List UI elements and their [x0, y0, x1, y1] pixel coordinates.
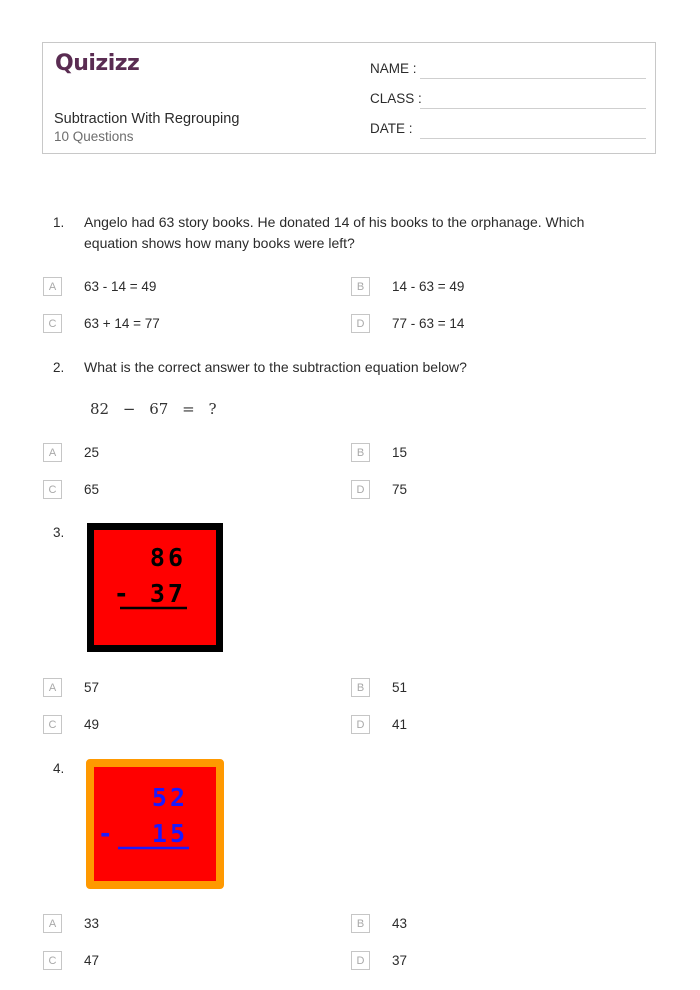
- option-text: 75: [392, 482, 408, 497]
- option-letter-box[interactable]: D: [351, 715, 370, 734]
- option-text: 43: [392, 916, 408, 931]
- option-text: 65: [84, 482, 100, 497]
- option-text: 49: [84, 717, 100, 732]
- option-text: 14 - 63 = 49: [392, 279, 465, 294]
- option-text: 33: [84, 916, 100, 931]
- question-text: Angelo had 63 story books. He donated 14 of his books to the orphanage. Which equation shows how many books were left?: [84, 214, 585, 251]
- date-label: DATE :: [370, 121, 413, 136]
- question-number: 1.: [53, 215, 65, 230]
- option-letter-box[interactable]: B: [351, 914, 370, 933]
- option-text: 51: [392, 680, 408, 695]
- question-text: What is the correct answer to the subtraction equation below?: [84, 359, 467, 375]
- option-text: 63 - 14 = 49: [84, 279, 157, 294]
- option-letter-box[interactable]: C: [43, 480, 62, 499]
- option-letter-box[interactable]: D: [351, 480, 370, 499]
- subtrahend-text: - 15: [97, 819, 188, 848]
- option-letter-box[interactable]: B: [351, 678, 370, 697]
- question-number: 4.: [53, 761, 65, 776]
- option-letter-box[interactable]: A: [43, 277, 62, 296]
- option-letter-box[interactable]: B: [351, 443, 370, 462]
- name-line: [420, 78, 646, 79]
- class-label: CLASS :: [370, 91, 422, 106]
- math-term: ?: [208, 400, 217, 418]
- option-text: 77 - 63 = 14: [392, 316, 465, 331]
- subtraction-image: [86, 759, 224, 889]
- quizizz-logo: Quizizz: [55, 51, 140, 76]
- option-letter-box[interactable]: B: [351, 277, 370, 296]
- math-operator: −: [122, 400, 136, 418]
- question-count: 10 Questions: [54, 129, 134, 144]
- option-text: 25: [84, 445, 100, 460]
- option-letter-box[interactable]: D: [351, 951, 370, 970]
- option-text: 47: [84, 953, 100, 968]
- worksheet-header: [42, 42, 656, 154]
- option-text: 15: [392, 445, 408, 460]
- math-operator: =: [182, 400, 195, 418]
- minuend-text: 86: [149, 543, 186, 572]
- option-text: 41: [392, 717, 408, 732]
- minuend-text: 52: [151, 783, 188, 812]
- date-line: [420, 138, 646, 139]
- class-line: [420, 108, 646, 109]
- subtrahend-text: - 37: [113, 579, 186, 608]
- worksheet-title: Subtraction With Regrouping: [54, 111, 240, 127]
- option-letter-box[interactable]: C: [43, 314, 62, 333]
- option-letter-box[interactable]: C: [43, 951, 62, 970]
- subtraction-image: [87, 523, 223, 652]
- option-text: 57: [84, 680, 100, 695]
- math-term: 67: [149, 400, 169, 418]
- question-number: 2.: [53, 360, 65, 375]
- math-expression: [90, 400, 226, 418]
- subtraction-problem-graphic: [94, 530, 216, 645]
- option-text: 37: [392, 953, 408, 968]
- option-letter-box[interactable]: A: [43, 443, 62, 462]
- math-term: 82: [90, 400, 110, 418]
- option-letter-box[interactable]: A: [43, 678, 62, 697]
- option-letter-box[interactable]: A: [43, 914, 62, 933]
- option-letter-box[interactable]: C: [43, 715, 62, 734]
- subtraction-problem-graphic: [94, 767, 216, 881]
- question-number: 3.: [53, 525, 65, 540]
- name-label: NAME :: [370, 61, 417, 76]
- option-letter-box[interactable]: D: [351, 314, 370, 333]
- option-text: 63 + 14 = 77: [84, 316, 160, 331]
